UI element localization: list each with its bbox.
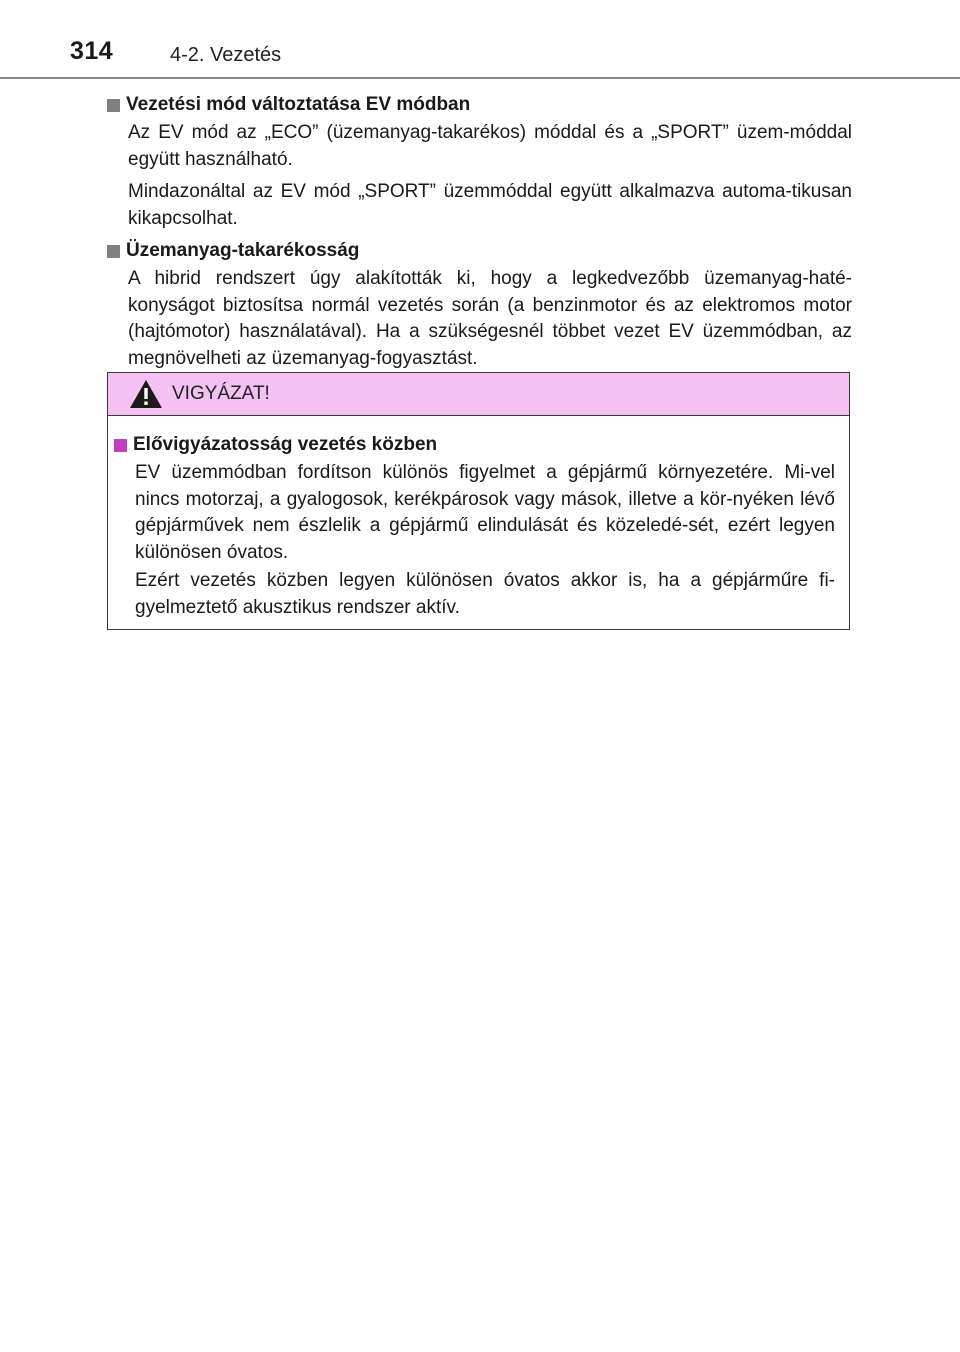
- subsection-title: Vezetési mód változtatása EV módban: [126, 94, 471, 115]
- caution-heading: [114, 432, 835, 458]
- caution-header: [108, 373, 849, 416]
- warning-triangle-icon: [128, 378, 164, 410]
- page-header: [0, 0, 960, 78]
- subsection-heading-ev-mode: [107, 92, 852, 118]
- caution-title: Elővigyázatosság vezetés közben: [133, 434, 438, 455]
- paragraph: A hibrid rendszert úgy alakították ki, hogy a legkedvezőbb üzemanyag-haté-konyságot biztosítsa normál vezetés során (a benzinmotor és az elektromos motor (hajtómotor) használatával). Ha a szükségesnél többet vezet EV üzemmódban, az megnövelheti az üzemanyag-fogyasztást.: [128, 268, 852, 369]
- caution-paragraph: Ezért vezetés közben legyen különösen óvatos akkor is, ha a gépjárműre fi-gyelmeztető akusztikus rendszer aktív.: [135, 570, 835, 618]
- bullet-square-icon: [114, 439, 127, 452]
- paragraph: Az EV mód az „ECO” (üzemanyag-takarékos) móddal és a „SPORT” üzem-móddal együtt használható.: [128, 122, 852, 170]
- caution-paragraph: EV üzemmódban fordítson különös figyelmet a gépjármű környezetére. Mi-vel nincs motorzaj, a gyalogosok, kerékpárosok vagy mások, illetve a kör-nyéken lévő gépjárművek nem észlelik a gépjármű elindulását és közeledé-sét, ezért legyen különösen óvatos.: [135, 462, 835, 563]
- page-number: 314: [70, 37, 114, 65]
- main-content: [107, 90, 852, 378]
- subsection-heading-fuel-economy: [107, 238, 852, 264]
- bullet-square-icon: [107, 245, 120, 258]
- caution-box: [107, 372, 850, 630]
- bullet-square-icon: [107, 99, 120, 112]
- caution-label: VIGYÁZAT!: [172, 383, 270, 404]
- section-title: 4-2. Vezetés: [170, 44, 282, 66]
- subsection-title: Üzemanyag-takarékosság: [126, 240, 360, 261]
- caution-body: [108, 416, 849, 621]
- paragraph: Mindazonáltal az EV mód „SPORT” üzemmóddal együtt alkalmazva automa-tikusan kikapcsolhat.: [128, 181, 852, 229]
- header-divider: [0, 77, 960, 79]
